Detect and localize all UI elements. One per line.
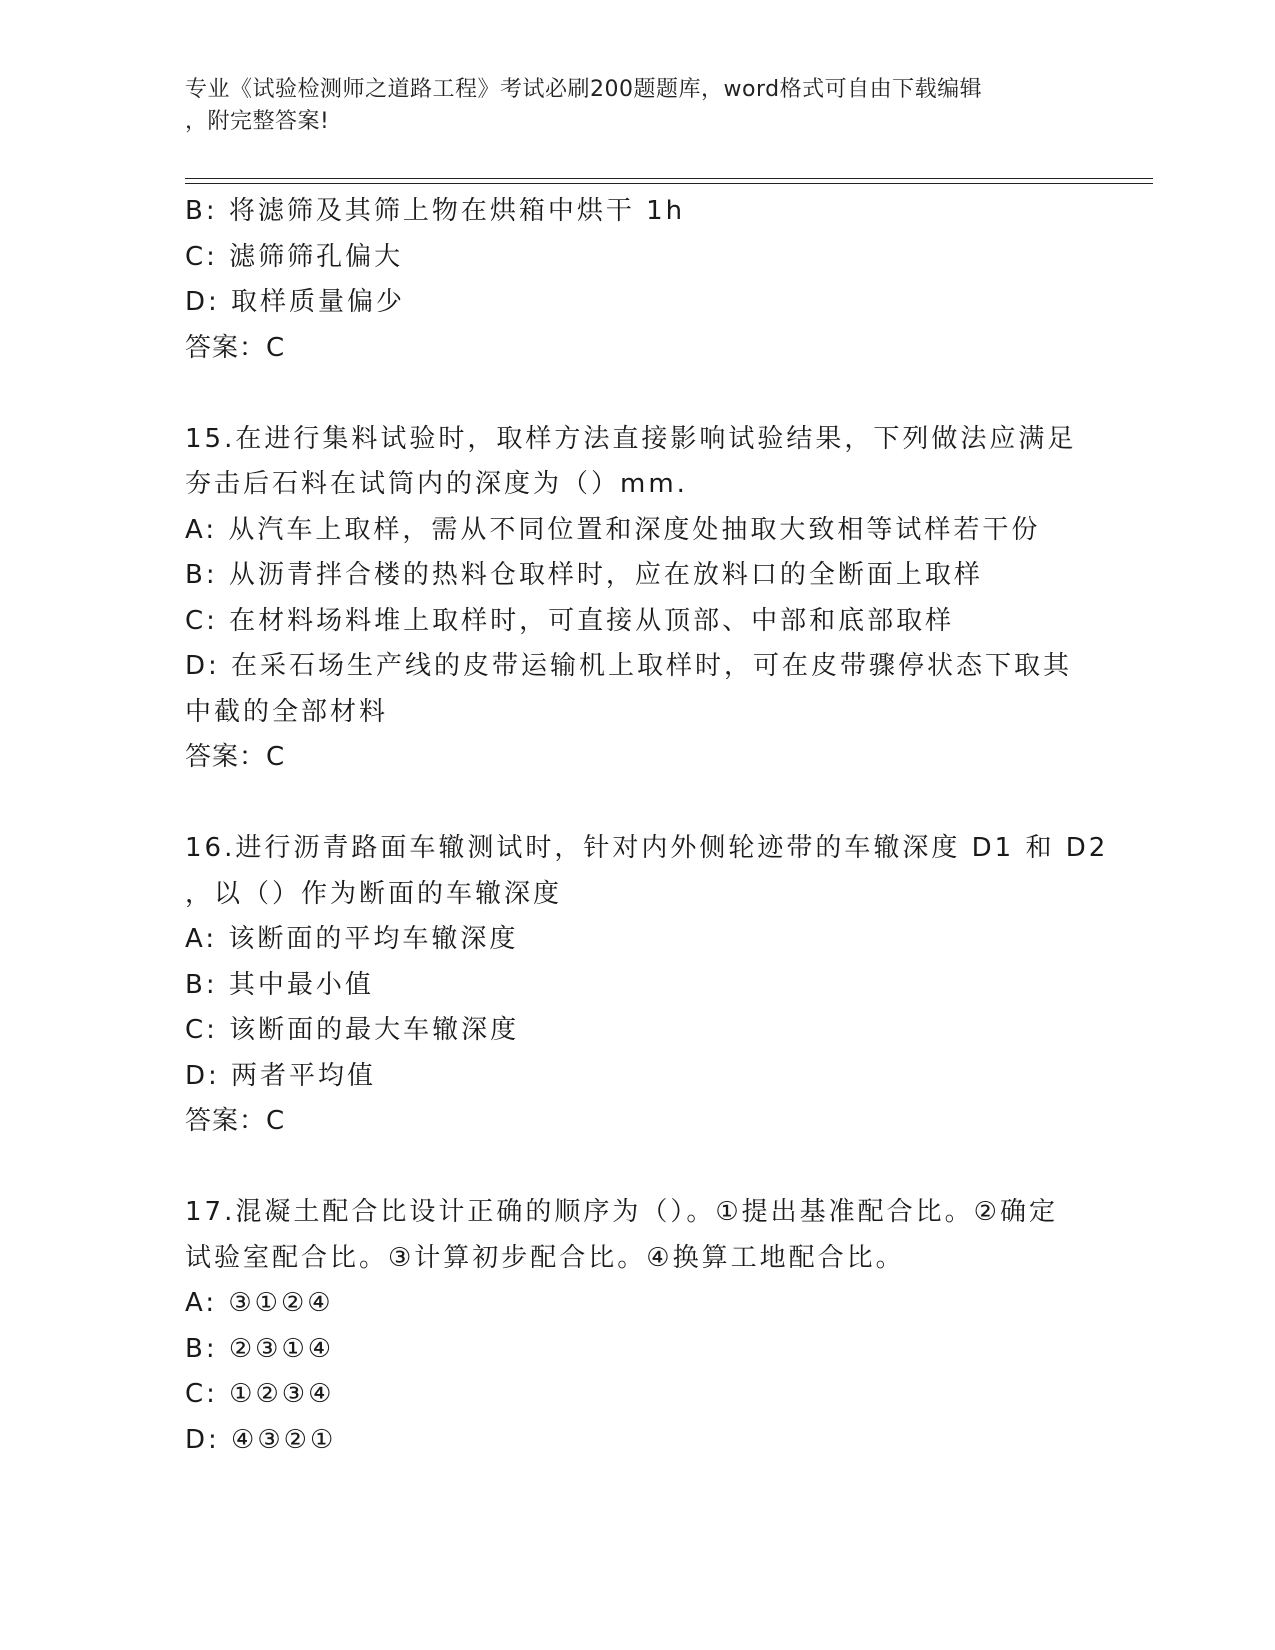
page-header [185,74,1065,138]
q15-option-a: A: 从汽车上取样，需从不同位置和深度处抽取大致相等试样若干份 [185,514,1041,545]
q15-option-b: B: 从沥青拌合楼的热料仓取样时，应在放料口的全断面上取样 [185,560,983,590]
q14-answer: 答案：C [185,332,286,363]
question-list [185,189,1109,1463]
q16-option-b: B: 其中最小值 [185,969,374,1000]
q16-answer: 答案：C [185,1106,286,1136]
q14-option-b: B: 将滤筛及其筛上物在烘箱中烘干 1h [185,196,686,226]
spacer [185,1145,1085,1191]
q17-stem-line-1: 17.混凝土配合比设计正确的顺序为（）。①提出基准配合比。②确定 [185,1197,1058,1227]
q14-option-c: C: 滤筛筛孔偏大 [185,241,404,272]
q17-option-c: C: ①②③④ [185,1379,335,1409]
q16-option-c: C: 该断面的最大车辙深度 [185,1015,520,1045]
q17-option-b: B: ②③①④ [185,1333,335,1364]
question-17 [185,1190,1085,1463]
header-title-line-1: 专业《试验检测师之道路工程》考试必刷200题题库，word格式可自由下载编辑 [185,77,983,102]
q15-stem-line-1: 15.在进行集料试验时，取样方法直接影响试验结果，下列做法应满足 [185,423,1077,454]
header-divider-bottom [185,183,1153,184]
header-divider-top [185,178,1153,179]
spacer [185,371,1085,417]
q15-answer: 答案：C [185,742,286,772]
q17-option-a: A: ③①②④ [185,1288,334,1318]
q15-stem-line-2: 夯击后石料在试筒内的深度为（）mm. [185,469,688,499]
question-15 [185,417,1085,781]
q16-stem-line-2: ，以（）作为断面的车辙深度 [185,878,563,909]
question-14-tail [185,189,1085,371]
q15-option-c: C: 在材料场料堆上取样时，可直接从顶部、中部和底部取样 [185,605,955,636]
spacer [185,781,1085,827]
q16-option-a: A: 该断面的平均车辙深度 [185,924,519,954]
q16-option-d: D: 两者平均值 [185,1060,377,1091]
q17-stem-line-2: 试验室配合比。③计算初步配合比。④换算工地配合比。 [185,1242,905,1273]
question-16 [185,826,1109,1145]
q14-option-d: D: 取样质量偏少 [185,287,406,317]
q17-option-d: D: ④③②① [185,1424,337,1455]
q16-stem-line-1: 16.进行沥青路面车辙测试时，针对内外侧轮迹带的车辙深度 D1 和 D2 [185,833,1109,863]
header-title-line-2: ，附完整答案! [185,109,330,134]
q15-option-d-line-2: 中截的全部材料 [185,696,389,727]
q15-option-d-line-1: D: 在采石场生产线的皮带运输机上取样时，可在皮带骤停状态下取其 [185,651,1073,681]
